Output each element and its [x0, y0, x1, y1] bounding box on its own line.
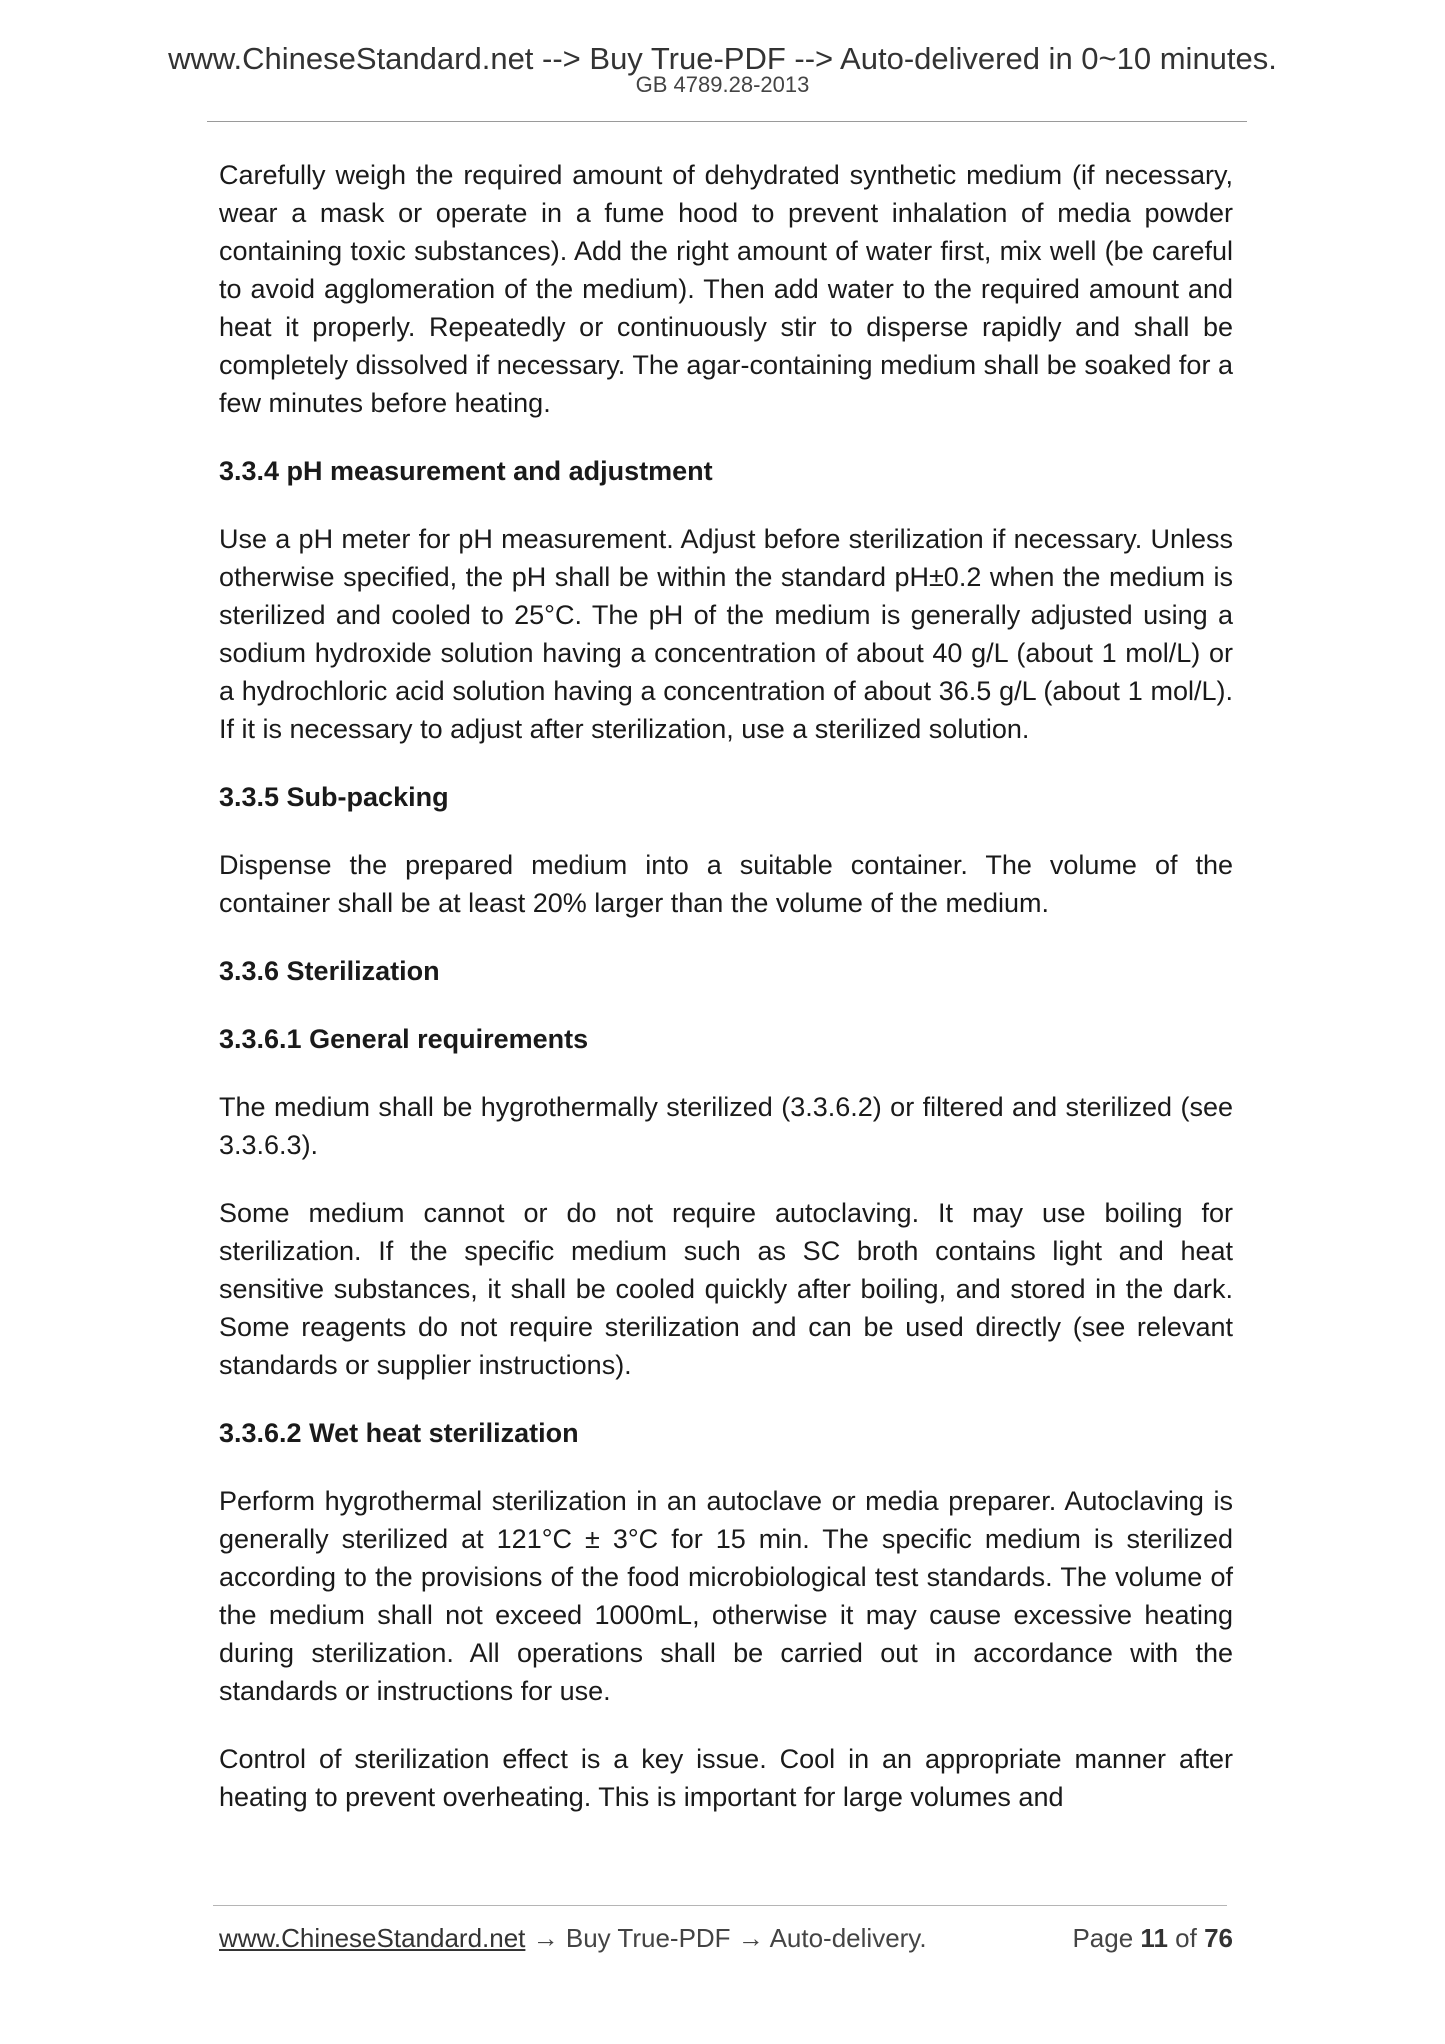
footer-site-link[interactable]: www.ChineseStandard.net	[219, 1923, 526, 1953]
page-indicator	[1072, 1920, 1233, 1956]
paragraph-sub-packing: Dispense the prepared medium into a suitable container. The volume of the container shall be at least 20% larger than the volume of the medium.	[219, 850, 1233, 918]
paragraph-sterilization-control: Control of sterilization effect is a key issue. Cool in an appropriate manner after heating to prevent overheating. This is important for large volumes and	[219, 1744, 1233, 1812]
heading-3-3-6-2: 3.3.6.2 Wet heat sterilization	[219, 1418, 579, 1448]
header-divider	[207, 121, 1247, 122]
footer-divider	[213, 1905, 1227, 1906]
heading-3-3-4: 3.3.4 pH measurement and adjustment	[219, 456, 713, 486]
top-banner: www.ChineseStandard.net --> Buy True-PDF --> Auto-delivered in 0~10 minutes.	[168, 41, 1277, 76]
paragraph-wet-heat-sterilization: Perform hygrothermal sterilization in an autoclave or media preparer. Autoclaving is generally sterilized at 121°C ± 3°C for 15 min. The specific medium is sterilized according to the provisions of the food microbiological test standards. The volume of the medium shall not exceed 1000mL, otherwise it may cause excessive heating during sterilization. All operations shall be carried out in accordance with the standards or instructions for use.	[219, 1486, 1233, 1706]
page-total: 76	[1204, 1923, 1233, 1953]
footer-promo-text: → Buy True-PDF → Auto-delivery.	[525, 1923, 927, 1953]
of-label: of	[1175, 1923, 1197, 1953]
paragraph-ph-measurement: Use a pH meter for pH measurement. Adjust before sterilization if necessary. Unless otherwise specified, the pH shall be within the standard pH±0.2 when the medium is sterilized and cooled to 25°C. The pH of the medium is generally adjusted using a sodium hydroxide solution having a concentration of about 40 g/L (about 1 mol/L) or a hydrochloric acid solution having a concentration of about 36.5 g/L (about 1 mol/L). If it is necessary to adjust after sterilization, use a sterilized solution.	[219, 524, 1233, 744]
paragraph-dissolving: Carefully weigh the required amount of dehydrated synthetic medium (if necessary, wear a mask or operate in a fume hood to prevent inhalation of media powder containing toxic substances). Add the right amount of water first, mix well (be careful to avoid agglomeration of the medium). Then add water to the required amount and heat it properly. Repeatedly or continuously stir to disperse rapidly and shall be completely dissolved if necessary. The agar-containing medium shall be soaked for a few minutes before heating.	[219, 160, 1233, 418]
page-label: Page	[1072, 1923, 1134, 1953]
page-number: 11	[1140, 1923, 1168, 1953]
heading-3-3-5: 3.3.5 Sub-packing	[219, 782, 449, 812]
paragraph-general-requirements: The medium shall be hygrothermally sterilized (3.3.6.2) or filtered and sterilized (see 3.3.6.3).	[219, 1092, 1233, 1160]
footer-promo	[219, 1920, 927, 1956]
heading-3-3-6: 3.3.6 Sterilization	[219, 956, 440, 986]
paragraph-boiling-sterilization: Some medium cannot or do not require autoclaving. It may use boiling for sterilization. If the specific medium such as SC broth contains light and heat sensitive substances, it shall be cooled quickly after boiling, and stored in the dark. Some reagents do not require sterilization and can be used directly (see relevant standards or supplier instructions).	[219, 1198, 1233, 1380]
document-id: GB 4789.28-2013	[635, 72, 810, 97]
page-content	[219, 156, 1233, 1816]
heading-3-3-6-1: 3.3.6.1 General requirements	[219, 1024, 589, 1054]
page-footer	[219, 1920, 1233, 1956]
